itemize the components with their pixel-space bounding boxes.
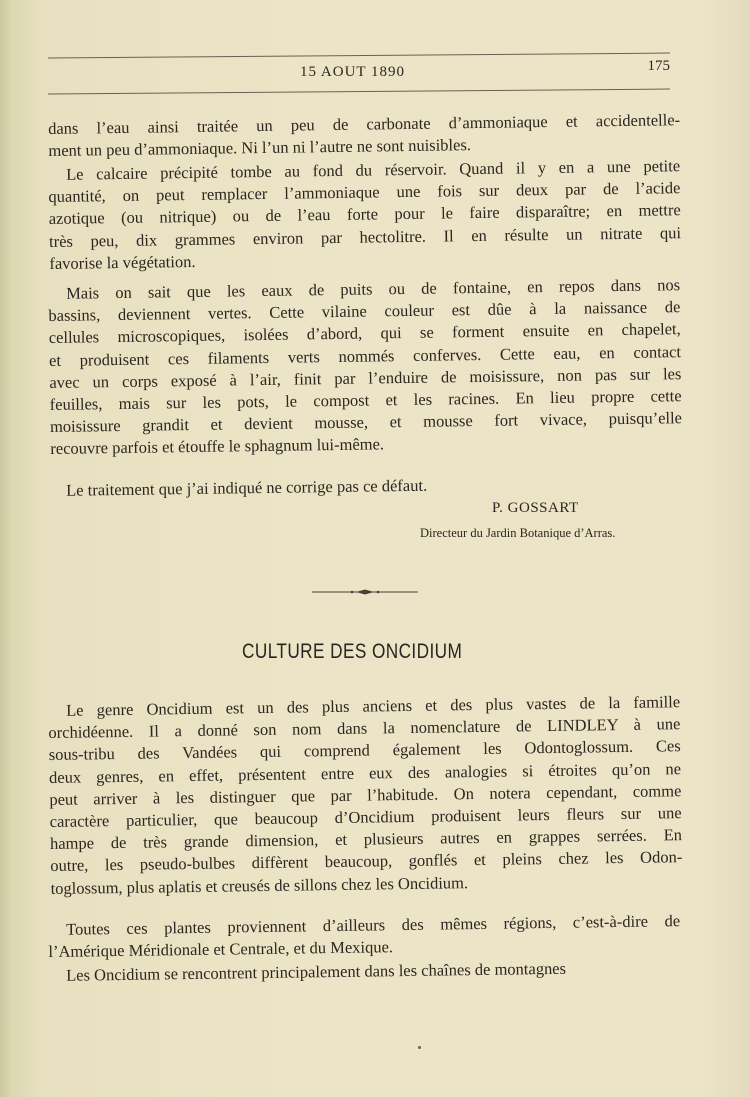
author-affiliation: Directeur du Jardin Botanique d’Arras. xyxy=(420,526,616,540)
text-line: moisissure grandit et devient mousse, et mousse fort vivace, puisqu’elle xyxy=(49,408,683,437)
text-line: quantité, on peut remplacer l’ammoniaque une fois sur deux par de l’acide xyxy=(48,178,681,207)
text-line: favorise la végétation. xyxy=(49,251,196,273)
text-line: orchidéenne. Il a donné son nom dans la nomenclature de LINDLEY à une xyxy=(48,714,681,743)
header-rule-top xyxy=(48,53,670,59)
page-number: 175 xyxy=(647,58,670,74)
paragraph-genre-oncidium xyxy=(48,691,683,900)
footer-dot xyxy=(418,1046,421,1049)
paragraph-calcaire xyxy=(48,155,681,275)
text-line: avec un corps exposé à l’air, finit par l’enduire de moisissure, non pas sur les xyxy=(49,363,682,392)
running-head: 15 AOUT 1890 xyxy=(300,64,406,80)
page-header xyxy=(48,48,670,100)
text-line: deux genres, en effet, présentent entre eux des analogies si étroites qu’on ne xyxy=(48,758,682,787)
text-line: recouvre parfois et étouffe le sphagnum lui-même. xyxy=(50,434,385,459)
paragraph-eaux-de-puits xyxy=(48,274,682,460)
text-line: outre, les pseudo-bulbes diffèrent beaucoup, gonflés et pleins chez les Odon- xyxy=(50,847,683,876)
text-line: Toutes ces plantes proviennent d’ailleurs des mêmes régions, c’est-à-dire de xyxy=(66,911,681,939)
text-line: Le traitement que j’ai indiqué ne corrige pas ce défaut. xyxy=(66,475,428,500)
paragraph-traitement xyxy=(48,471,680,502)
text-line: Les Oncidium se rencontrent principalement dans les chaînes de montagnes xyxy=(66,958,567,985)
header-rule-bottom xyxy=(48,89,670,95)
paragraph-origine xyxy=(48,910,681,963)
text-line: Mais on sait que les eaux de puits ou de fontaine, en repos dans nos xyxy=(66,275,681,303)
section-title: CULTURE DES ONCIDIUM xyxy=(242,640,463,663)
text-line: cellules microscopiques, isolées d’abord, qui se forment ensuite en chapelet, xyxy=(48,319,681,348)
text-line: l’Amérique Méridionale et Centrale, et du Mexique. xyxy=(48,937,394,962)
paragraph-carbonate xyxy=(48,109,681,162)
text-line: caractère particulier, que beaucoup d’Oncidium produisent leurs fleurs sur une xyxy=(49,803,682,832)
text-line: toglossum, plus aplatis et creusés de sillons chez les Oncidium. xyxy=(50,872,469,898)
text-line: et produisent ces filaments verts nommés conferves. Cette eau, en contact xyxy=(48,341,682,370)
section-divider-ornament xyxy=(312,589,418,595)
text-line: hampe de très grande dimension, et plusieurs autres en grappes serrées. En xyxy=(49,825,683,854)
author-signature: P. GOSSART xyxy=(492,500,579,516)
text-line: feuilles, mais sur les pots, le compost et les racines. En lieu propre cette xyxy=(49,386,682,415)
text-line: sous-tribu des Vandées qui comprend également les Odontoglossum. Ces xyxy=(48,736,681,765)
text-line: azotique (ou nitrique) ou de l’eau forte pour le faire disparaître; en mettre xyxy=(48,200,681,229)
text-line: très peu, dix grammes environ par hectolitre. Il en résulte un nitrate qui xyxy=(48,222,682,251)
text-line: ment un peu d’ammoniaque. Ni l’un ni l’autre ne sont nuisibles. xyxy=(48,135,472,161)
text-line: dans l’eau ainsi traitée un peu de carbonate d’ammoniaque et accidentelle- xyxy=(48,110,681,138)
text-line: Le genre Oncidium est un des plus anciens et des plus vastes de la famille xyxy=(66,692,681,720)
text-line: Le calcaire précipité tombe au fond du réservoir. Quand il y en a une petite xyxy=(66,156,681,184)
text-line: bassins, deviennent vertes. Cette vilaine couleur est dûe à la naissance de xyxy=(48,297,681,326)
text-line: peut arriver à les distinguer que par l’habitude. On notera cependant, comme xyxy=(49,780,682,809)
